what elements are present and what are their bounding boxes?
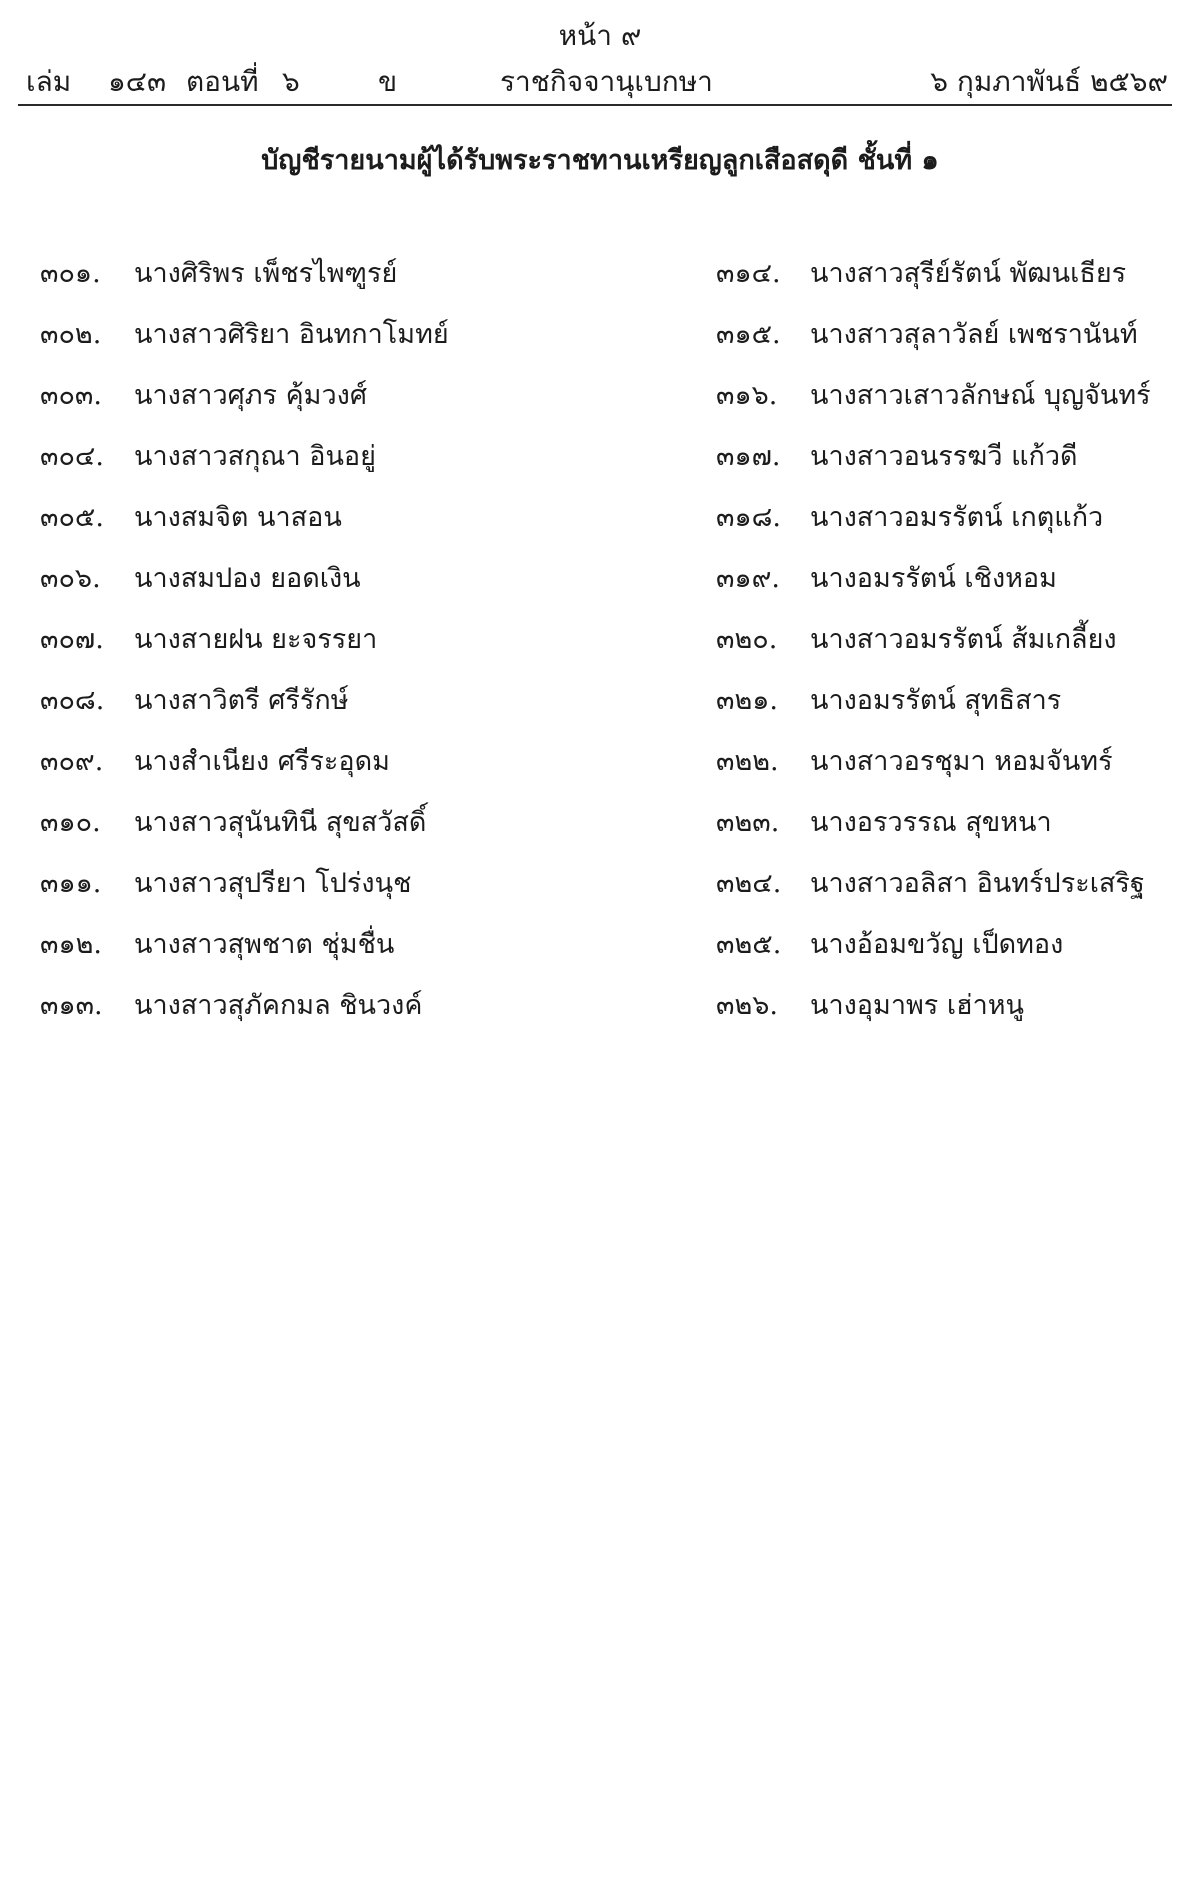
entry-name: นางสาวสุรีย์รัตน์ พัฒนเธียร (810, 258, 1127, 289)
list-item (716, 986, 1200, 1047)
list-item (716, 437, 1200, 498)
list-item (716, 559, 1200, 620)
entry-name: นางสมปอง ยอดเงิน (134, 563, 361, 594)
list-item (716, 254, 1200, 315)
list-item (40, 437, 600, 498)
entry-number: ๓๐๘. (40, 685, 105, 716)
entry-number: ๓๑๕. (716, 319, 781, 350)
list-item (40, 925, 600, 986)
list-item (716, 925, 1200, 986)
entry-number: ๓๒๓. (716, 807, 780, 838)
section-letter: ข (378, 65, 398, 98)
entry-number: ๓๒๐. (716, 624, 778, 655)
list-item (40, 681, 600, 742)
entry-number: ๓๑๑. (40, 868, 102, 899)
entry-number: ๓๑๒. (40, 929, 102, 960)
name-list-right (716, 254, 1200, 1047)
entry-number: ๓๑๙. (716, 563, 780, 594)
entry-number: ๓๐๖. (40, 563, 101, 594)
entry-number: ๓๒๒. (716, 746, 779, 777)
list-item (716, 742, 1200, 803)
list-item (716, 803, 1200, 864)
entry-name: นางสาวสุพชาต ชุ่มชื่น (134, 929, 395, 960)
entry-number: ๓๒๕. (716, 929, 782, 960)
list-item (40, 620, 600, 681)
entry-name: นางสมจิต นาสอน (134, 502, 342, 533)
entry-number: ๓๐๔. (40, 441, 104, 472)
entry-name: นางสาวศิริยา อินทกาโมทย์ (134, 319, 449, 350)
entry-number: ๓๑๐. (40, 807, 101, 838)
entry-name: นางสาวสุปรียา โปร่งนุช (134, 868, 412, 899)
entry-number: ๓๐๑. (40, 258, 101, 289)
gazette-header (20, 60, 1170, 100)
list-item (40, 742, 600, 803)
issue-number: ๖ (282, 65, 300, 98)
entry-number: ๓๑๗. (716, 441, 781, 472)
entry-number: ๓๐๓. (40, 380, 102, 411)
entry-number: ๓๑๖. (716, 380, 778, 411)
list-item (716, 315, 1200, 376)
entry-name: นางอมรรัตน์ สุทธิสาร (810, 685, 1062, 716)
entry-name: นางสำเนียง ศรีระอุดม (134, 746, 390, 777)
entry-name: นางอ้อมขวัญ เป็ดทอง (810, 929, 1064, 960)
list-title: บัญชีรายนามผู้ได้รับพระราชทานเหรียญลูกเสือสดุดี ชั้นที่ ๑ (261, 145, 939, 176)
entry-name: นางสาวิตรี ศรีรักษ์ (134, 685, 349, 716)
entry-name: นางสาวอนรรฆวี แก้วดี (810, 441, 1078, 472)
entry-number: ๓๒๔. (716, 868, 782, 899)
entry-number: ๓๐๕. (40, 502, 104, 533)
list-item (40, 376, 600, 437)
entry-name: นางสาวอลิสา อินทร์ประเสริฐ (810, 868, 1145, 899)
list-item (40, 254, 600, 315)
name-list-left (40, 254, 600, 1047)
entry-number: ๓๑๓. (40, 990, 103, 1021)
entry-number: ๓๑๘. (716, 502, 782, 533)
header-rule (18, 104, 1172, 106)
list-item (40, 986, 600, 1047)
volume-number: ๑๔๓ (108, 65, 167, 98)
list-item (716, 498, 1200, 559)
entry-name: นางสาวอมรรัตน์ เกตุแก้ว (810, 502, 1104, 533)
list-item (40, 864, 600, 925)
list-item (716, 620, 1200, 681)
entry-name: นางอุมาพร เฮ่าหนู (810, 990, 1024, 1021)
entry-number: ๓๑๔. (716, 258, 781, 289)
publication-date: ๖ กุมภาพันธ์ ๒๕๖๙ (930, 65, 1168, 98)
entry-name: นางสาวสุนันทินี สุขสวัสดิ์ (134, 807, 427, 838)
gazette-name: ราชกิจจานุเบกษา (500, 65, 713, 98)
entry-name: นางอมรรัตน์ เชิงหอม (810, 563, 1057, 594)
list-item (716, 864, 1200, 925)
list-item (716, 681, 1200, 742)
entry-name: นางสาวสุภัคกมล ชินวงค์ (134, 990, 423, 1021)
entry-name: นางอรวรรณ สุขหนา (810, 807, 1052, 838)
entry-name: นางสาวสกุณา อินอยู่ (134, 441, 376, 472)
list-item (716, 376, 1200, 437)
entry-number: ๓๐๙. (40, 746, 104, 777)
entry-name: นางสาวอมรรัตน์ ส้มเกลี้ยง (810, 624, 1117, 655)
entry-name: นางสาวอรชุมา หอมจันทร์ (810, 746, 1113, 777)
list-item (40, 498, 600, 559)
entry-name: นางศิริพร เพ็ชรไพฑูรย์ (134, 258, 398, 289)
entry-number: ๓๒๑. (716, 685, 778, 716)
list-item (40, 559, 600, 620)
page-number: หน้า ๙ (558, 19, 642, 52)
volume-label: เล่ม (26, 65, 72, 98)
list-item (40, 315, 600, 376)
entry-name: นางสาวศุภร คุ้มวงศ์ (134, 380, 367, 411)
entry-number: ๓๐๗. (40, 624, 104, 655)
entry-name: นางสายฝน ยะจรรยา (134, 624, 378, 655)
list-item (40, 803, 600, 864)
entry-name: นางสาวสุลาวัลย์ เพชรานันท์ (810, 319, 1138, 350)
entry-number: ๓๐๒. (40, 319, 102, 350)
issue-label: ตอนที่ (186, 65, 259, 98)
entry-number: ๓๒๖. (716, 990, 778, 1021)
entry-name: นางสาวเสาวลักษณ์ บุญจันทร์ (810, 380, 1151, 411)
